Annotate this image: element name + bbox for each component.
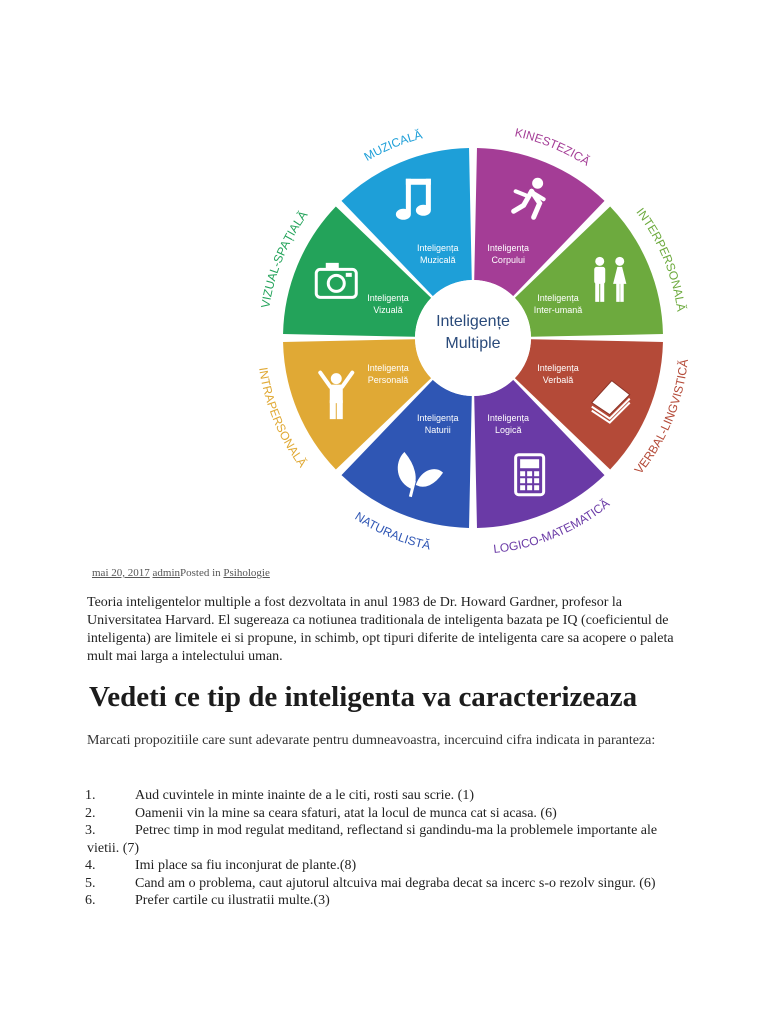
list-item-text: Petrec timp in mod regulat meditand, reflectand si gandindu-ma la problemele importante ale vietii. (7) bbox=[87, 823, 658, 856]
wheel-inner-label: Inteligența bbox=[537, 292, 579, 303]
section-heading: Vedeti ce tip de inteligenta va caracterizeaza bbox=[89, 681, 638, 713]
list-item-text: Cand am o problema, caut ajutorul altcuiva mai degraba decat sa incerc s-o rezolv singur. (6) bbox=[135, 875, 656, 891]
post-meta bbox=[92, 567, 270, 579]
wheel-outer-label-text: KINESTEZICĂ bbox=[513, 125, 593, 169]
post-date-link[interactable]: mai 20, 2017 bbox=[92, 567, 150, 579]
wheel-center-line2: Multiple bbox=[445, 335, 501, 352]
wheel-inner-label: Verbală bbox=[542, 375, 574, 386]
wheel-outer-label-text: NATURALISTĂ bbox=[352, 509, 432, 553]
wheel-inner-label: Muzicală bbox=[420, 255, 456, 266]
wheel-outer-label-text: VIZUAL-SPAȚIALĂ bbox=[258, 208, 311, 310]
intro-paragraph: Teoria inteligentelor multiple a fost dezvoltata in anul 1983 de Dr. Howard Gardner, profesor la Universitatea Harvard. El sugereaza ca notiunea traditionala de inteligenta bazata pe IQ (coeficientul de inteligenta) are limitele ei si propune, in schimb, opt tipuri diferite de inteligenta care sa acopere o paleta mult mai larga a intelectului uman. bbox=[87, 595, 674, 664]
list-item-number: 5. bbox=[85, 875, 96, 891]
wheel-outer-label-text: VERBAL-LINGVISTICĂ bbox=[631, 358, 691, 477]
wheel-inner-label: Inteligența bbox=[367, 363, 409, 374]
wheel-outer-label-text: LOGICO-MATEMATICĂ bbox=[492, 496, 613, 556]
list-item-number: 3. bbox=[85, 823, 96, 838]
list-item-number: 1. bbox=[85, 788, 96, 803]
wheel-outer-label-text: INTRAPERSONALĂ bbox=[256, 366, 310, 470]
wheel-inner-label: Inter-umană bbox=[533, 304, 583, 315]
wheel-inner-label: Logică bbox=[494, 424, 522, 435]
list-item bbox=[87, 787, 687, 805]
list-item-text: Imi place sa fiu inconjurat de plante.(8) bbox=[135, 858, 357, 873]
wheel-outer-label-text: INTERPERSONALĂ bbox=[633, 205, 689, 313]
posted-in-label: Posted in bbox=[180, 567, 221, 579]
post-category-link[interactable]: Psihologie bbox=[223, 567, 270, 579]
list-item-number: 4. bbox=[85, 858, 96, 873]
post-author-link[interactable]: admin bbox=[152, 567, 180, 579]
wheel-inner-label: Inteligența bbox=[417, 243, 459, 254]
wheel-center-line1: Inteligențe bbox=[436, 313, 510, 330]
wheel-inner-label: Inteligența bbox=[487, 412, 529, 423]
list-item bbox=[87, 892, 687, 910]
wheel-inner-label: Corpului bbox=[491, 255, 525, 266]
list-item-text: Aud cuvintele in minte inainte de a le citi, rosti sau scrie. (1) bbox=[135, 788, 475, 803]
wheel-inner-label: Personală bbox=[367, 375, 409, 386]
list-item bbox=[87, 805, 687, 823]
instructions-paragraph: Marcati propozitiile care sunt adevarate pentru dumneavoastra, incercuind cifra indicata in paranteza: bbox=[87, 733, 656, 748]
wheel-inner-label: Inteligența bbox=[487, 243, 529, 254]
list-item bbox=[87, 857, 687, 875]
multiple-intelligences-wheel bbox=[255, 110, 695, 560]
list-item-number: 6. bbox=[85, 893, 96, 908]
list-item-text: Oamenii vin la mine sa ceara sfaturi, atat la locul de munca cat si acasa. (6) bbox=[135, 805, 557, 821]
wheel-inner-label: Inteligența bbox=[537, 363, 579, 374]
statements-list bbox=[87, 787, 687, 910]
wheel-inner-label: Naturii bbox=[424, 424, 451, 435]
list-item-text: Prefer cartile cu ilustratii multe.(3) bbox=[135, 893, 330, 908]
list-item bbox=[87, 822, 687, 857]
wheel-outer-label-text: MUZICALĂ bbox=[361, 127, 424, 164]
list-item bbox=[87, 875, 687, 893]
wheel-inner-label: Inteligența bbox=[367, 292, 409, 303]
wheel-inner-label: Vizuală bbox=[373, 304, 403, 315]
list-item-number: 2. bbox=[85, 805, 96, 821]
wheel-inner-label: Inteligența bbox=[417, 412, 459, 423]
